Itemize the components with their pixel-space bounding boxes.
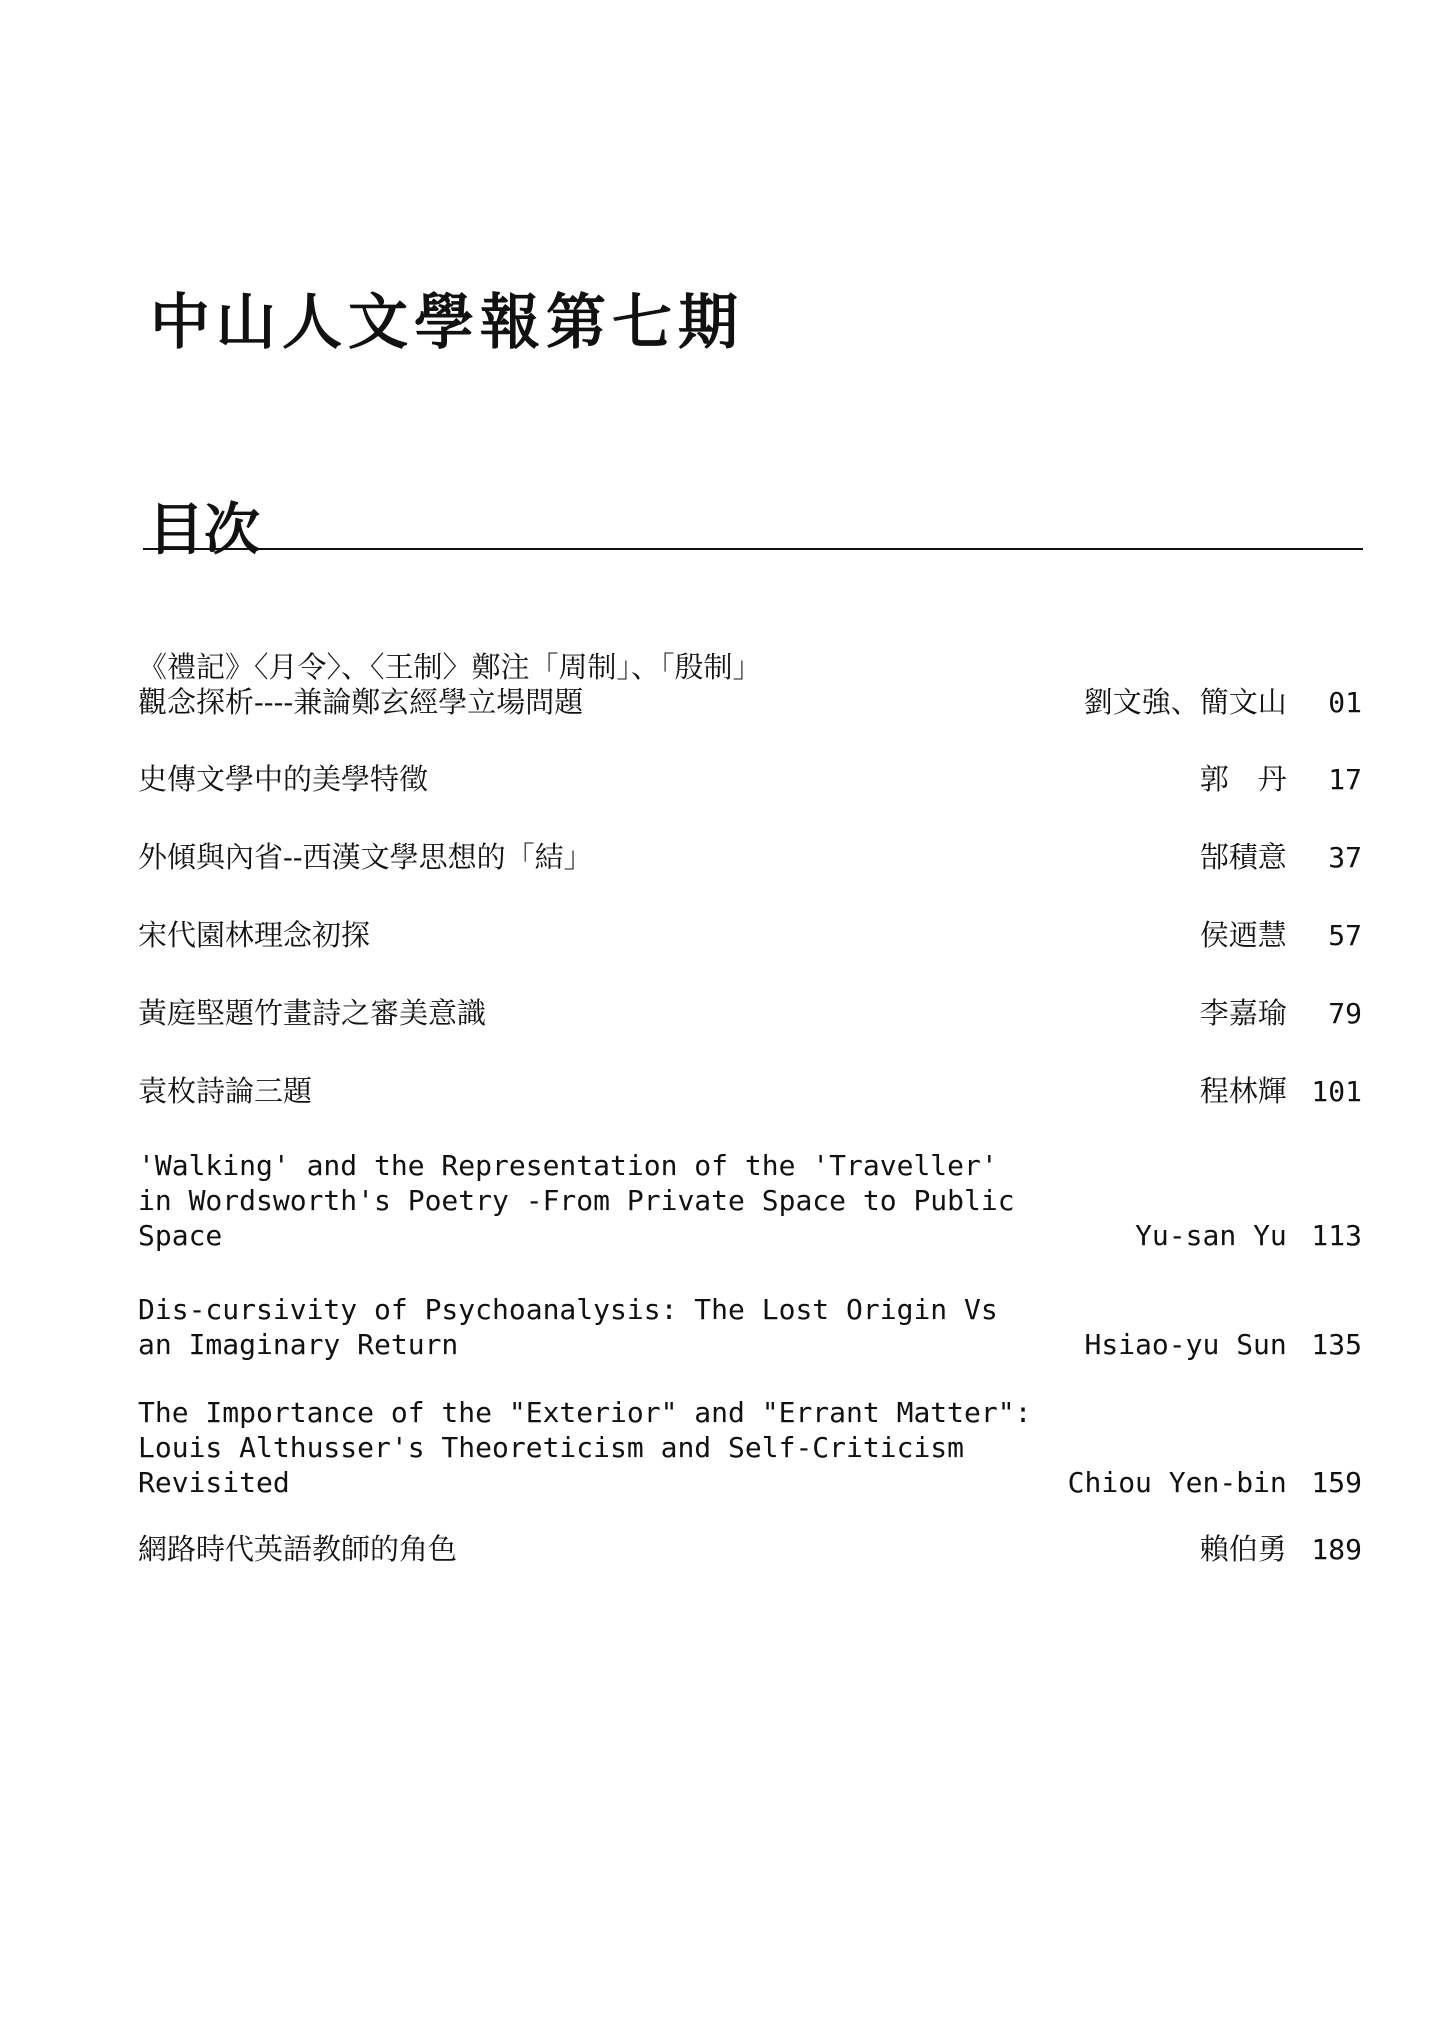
entry-author: Hsiao-yu Sun <box>1084 1328 1287 1361</box>
entry-author: 李嘉瑜 <box>1199 996 1287 1030</box>
toc-entry[interactable] <box>138 996 1362 1031</box>
entry-page: 01 <box>1328 686 1362 719</box>
entry-page: 79 <box>1328 997 1362 1030</box>
toc-entry[interactable] <box>138 762 1362 797</box>
entry-page: 113 <box>1311 1219 1362 1252</box>
entry-title: 'Walking' and the Representation of the 'Traveller' in Wordsworth's Poetry -From Private Space to Public Space <box>138 1149 1015 1252</box>
toc-list <box>138 0 1362 2024</box>
entry-page: 37 <box>1328 841 1362 874</box>
entry-title: 外傾與內省--西漢文學思想的「結」 <box>138 840 593 874</box>
toc-entry[interactable] <box>138 1532 1362 1567</box>
journal-title: 中山人文學報第七期 <box>150 288 744 359</box>
entry-title: Dis-cursivity of Psychoanalysis: The Lost Origin Vs an Imaginary Return <box>138 1293 998 1361</box>
entry-title: 宋代園林理念初探 <box>138 918 371 952</box>
toc-heading: 目次 <box>148 497 260 564</box>
entry-author: 郜積意 <box>1199 840 1287 874</box>
entry-author: Chiou Yen-bin <box>1067 1466 1287 1499</box>
entry-author: 劉文強、簡文山 <box>1083 685 1287 719</box>
toc-entry[interactable] <box>138 918 1362 953</box>
entry-title: 史傳文學中的美學特徵 <box>138 762 429 796</box>
toc-entry[interactable] <box>138 1292 1362 1362</box>
entry-page: 189 <box>1311 1533 1362 1566</box>
toc-entry[interactable] <box>138 650 1362 720</box>
entry-author: 程林輝 <box>1199 1074 1287 1108</box>
entry-page: 135 <box>1311 1328 1362 1361</box>
entry-title: 網路時代英語教師的角色 <box>138 1532 458 1566</box>
entry-author: 侯迺慧 <box>1199 918 1287 952</box>
entry-author: Yu-san Yu <box>1135 1219 1287 1252</box>
entry-page: 57 <box>1328 919 1362 952</box>
toc-entry[interactable] <box>138 1074 1362 1109</box>
toc-entry[interactable] <box>138 1148 1362 1253</box>
entry-author: 賴伯勇 <box>1199 1532 1287 1566</box>
entry-page: 159 <box>1311 1466 1362 1499</box>
entry-title: 《禮記》〈月令〉、〈王制〉鄭注「周制」、「殷制」 觀念探析----兼論鄭玄經學立場問題 <box>138 650 762 719</box>
toc-entry[interactable] <box>138 840 1362 875</box>
toc-entry[interactable] <box>138 1395 1362 1500</box>
entry-author: 郭 丹 <box>1199 762 1287 796</box>
entry-title: 黃庭堅題竹畫詩之審美意識 <box>138 996 487 1030</box>
entry-title: The Importance of the "Exterior" and "Errant Matter": Louis Althusser's Theoreticism and Self-Criticism Revisited <box>138 1396 1032 1499</box>
entry-page: 17 <box>1328 763 1362 796</box>
entry-title: 袁枚詩論三題 <box>138 1074 313 1108</box>
entry-page: 101 <box>1311 1075 1362 1108</box>
